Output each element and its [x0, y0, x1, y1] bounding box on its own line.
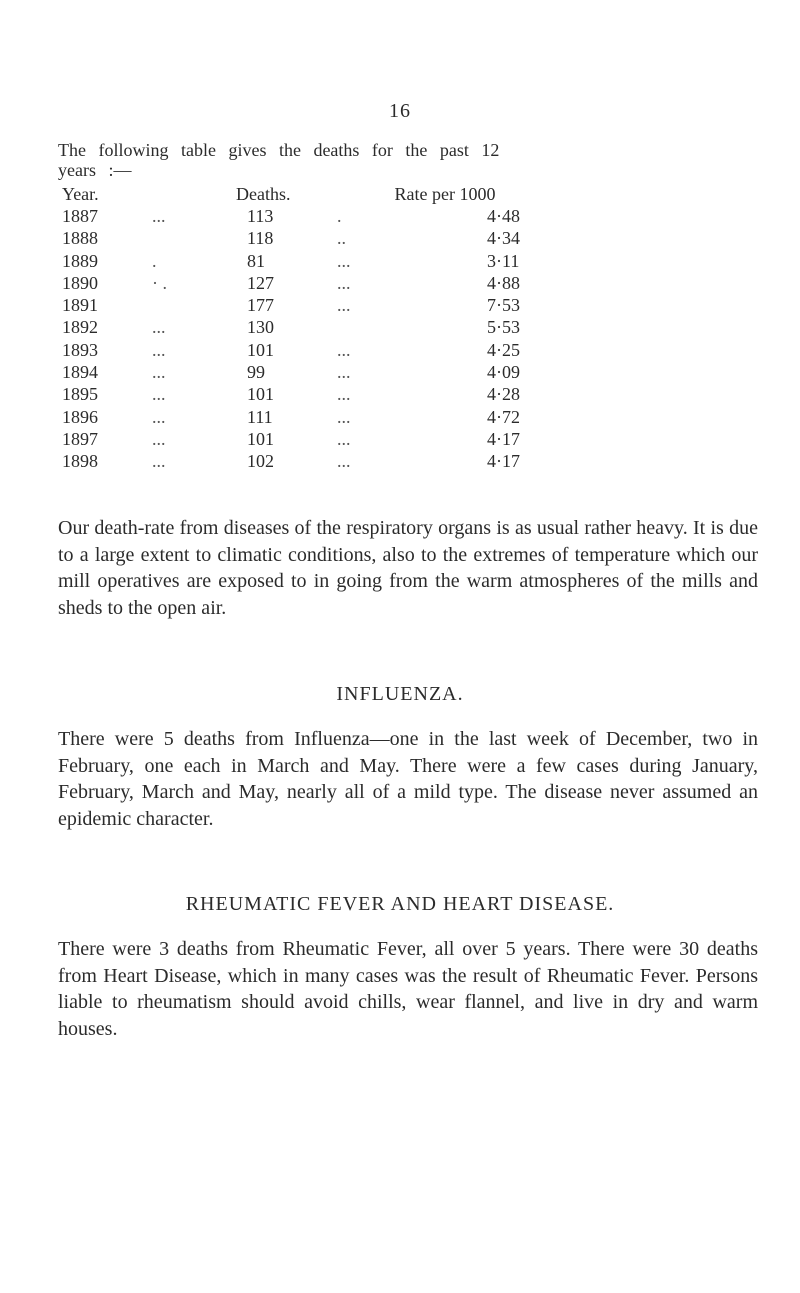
cell-leader-dots: ... — [337, 250, 351, 271]
cell-deaths: 99 — [247, 362, 265, 383]
cell-leader-dots: ... — [152, 205, 166, 226]
influenza-paragraph: There were 5 deaths from Influenza—one in the last week of December, two in February, one each in March and May. There were a few cases during January, February, March and May, nearly all of a mild type. The disease never assumed an epidemic character. — [58, 728, 758, 830]
cell-leader-dots: . — [337, 205, 342, 226]
cell-deaths: 101 — [247, 339, 274, 360]
table-intro-line-2: years :— — [58, 160, 132, 180]
table-row — [58, 339, 687, 361]
cell-rate: 4·88 — [487, 272, 520, 293]
cell-rate: 3·11 — [487, 250, 520, 271]
cell-leader-dots: .. — [337, 228, 346, 249]
rheumatic-heading: RHEUMATIC FEVER AND HEART DISEASE. — [185, 893, 615, 915]
cell-leader-dots: ... — [337, 384, 351, 405]
cell-year: 1898 — [62, 451, 98, 472]
cell-deaths: 130 — [247, 317, 274, 338]
cell-rate: 4·17 — [487, 428, 520, 449]
cell-deaths: 118 — [247, 228, 274, 249]
cell-leader-dots: ... — [152, 339, 166, 360]
cell-deaths: 101 — [247, 384, 274, 405]
table-row — [58, 294, 687, 316]
header-rate: Rate per 1000 — [394, 183, 496, 204]
cell-rate: 4·09 — [487, 362, 520, 383]
table-row — [58, 451, 687, 473]
cell-leader-dots: ... — [337, 272, 351, 293]
page-number: 16 — [389, 100, 411, 122]
table-row — [58, 317, 687, 339]
table-intro-line-1: The following table gives the deaths for the past 12 — [58, 140, 500, 160]
cell-leader-dots: ... — [337, 295, 351, 316]
cell-leader-dots — [337, 317, 447, 339]
cell-deaths: 101 — [247, 428, 274, 449]
table-row — [58, 406, 687, 428]
respiratory-paragraph: Our death-rate from diseases of the respiratory organs is as usual rather heavy. It is due to a large extent to climatic conditions, also to the extremes of temperature which our mill operatives are exposed to in going from the warm atmospheres of the mills and sheds to the open air. — [58, 517, 758, 619]
cell-year: 1887 — [62, 205, 98, 226]
cell-leader-dots: ... — [152, 384, 166, 405]
cell-leader-dots: ... — [337, 339, 351, 360]
cell-year: 1893 — [62, 339, 98, 360]
cell-leader-dots: ... — [152, 406, 166, 427]
cell-year: 1897 — [62, 428, 98, 449]
table-header-row — [58, 183, 687, 205]
deaths-table — [58, 183, 687, 473]
cell-deaths: 127 — [247, 272, 274, 293]
cell-deaths: 177 — [247, 295, 274, 316]
cell-leader-dots: · . — [152, 272, 167, 293]
cell-leader-dots: . — [152, 250, 157, 271]
cell-rate: 4·25 — [487, 339, 520, 360]
cell-leader-dots: ... — [337, 362, 351, 383]
cell-year: 1888 — [62, 228, 98, 249]
table-row — [58, 361, 687, 383]
cell-leader-dots — [152, 294, 237, 316]
cell-rate: 4·72 — [487, 406, 520, 427]
cell-rate: 5·53 — [487, 317, 520, 338]
cell-leader-dots: ... — [152, 317, 166, 338]
cell-leader-dots — [152, 228, 237, 250]
table-row — [58, 272, 687, 294]
header-year: Year. — [62, 183, 99, 204]
table-row — [58, 205, 687, 227]
rheumatic-paragraph: There were 3 deaths from Rheumatic Fever, all over 5 years. There were 30 deaths from Heart Disease, which in many cases was the result of Rheumatic Fever. Persons liable to rheumatism should avoid chills, wear flannel, and live in dry and warm houses. — [58, 938, 758, 1040]
cell-rate: 4·17 — [487, 451, 520, 472]
cell-rate: 4·48 — [487, 205, 520, 226]
cell-rate: 4·28 — [487, 384, 520, 405]
cell-deaths: 113 — [247, 205, 274, 226]
table-row — [58, 384, 687, 406]
header-rest — [152, 183, 687, 205]
cell-leader-dots: ... — [152, 362, 166, 383]
cell-year: 1890 — [62, 272, 98, 293]
cell-leader-dots: ... — [152, 428, 166, 449]
cell-year: 1889 — [62, 250, 98, 271]
cell-deaths: 102 — [247, 451, 274, 472]
cell-deaths: 81 — [247, 250, 265, 271]
cell-leader-dots: ... — [337, 451, 351, 472]
table-intro — [58, 140, 758, 180]
table-row — [58, 250, 687, 272]
cell-leader-dots: ... — [152, 451, 166, 472]
table-row — [58, 228, 687, 250]
cell-year: 1895 — [62, 384, 98, 405]
cell-year: 1891 — [62, 295, 98, 316]
table-row — [58, 428, 687, 450]
cell-rate: 4·34 — [487, 228, 520, 249]
cell-leader-dots: ... — [337, 428, 351, 449]
cell-rate: 7·53 — [487, 295, 520, 316]
cell-year: 1894 — [62, 362, 98, 383]
cell-deaths: 111 — [247, 406, 273, 427]
cell-leader-dots: ... — [337, 406, 351, 427]
influenza-heading: INFLUENZA. — [336, 683, 464, 705]
cell-year: 1896 — [62, 406, 98, 427]
header-deaths: Deaths. — [236, 183, 291, 204]
cell-year: 1892 — [62, 317, 98, 338]
